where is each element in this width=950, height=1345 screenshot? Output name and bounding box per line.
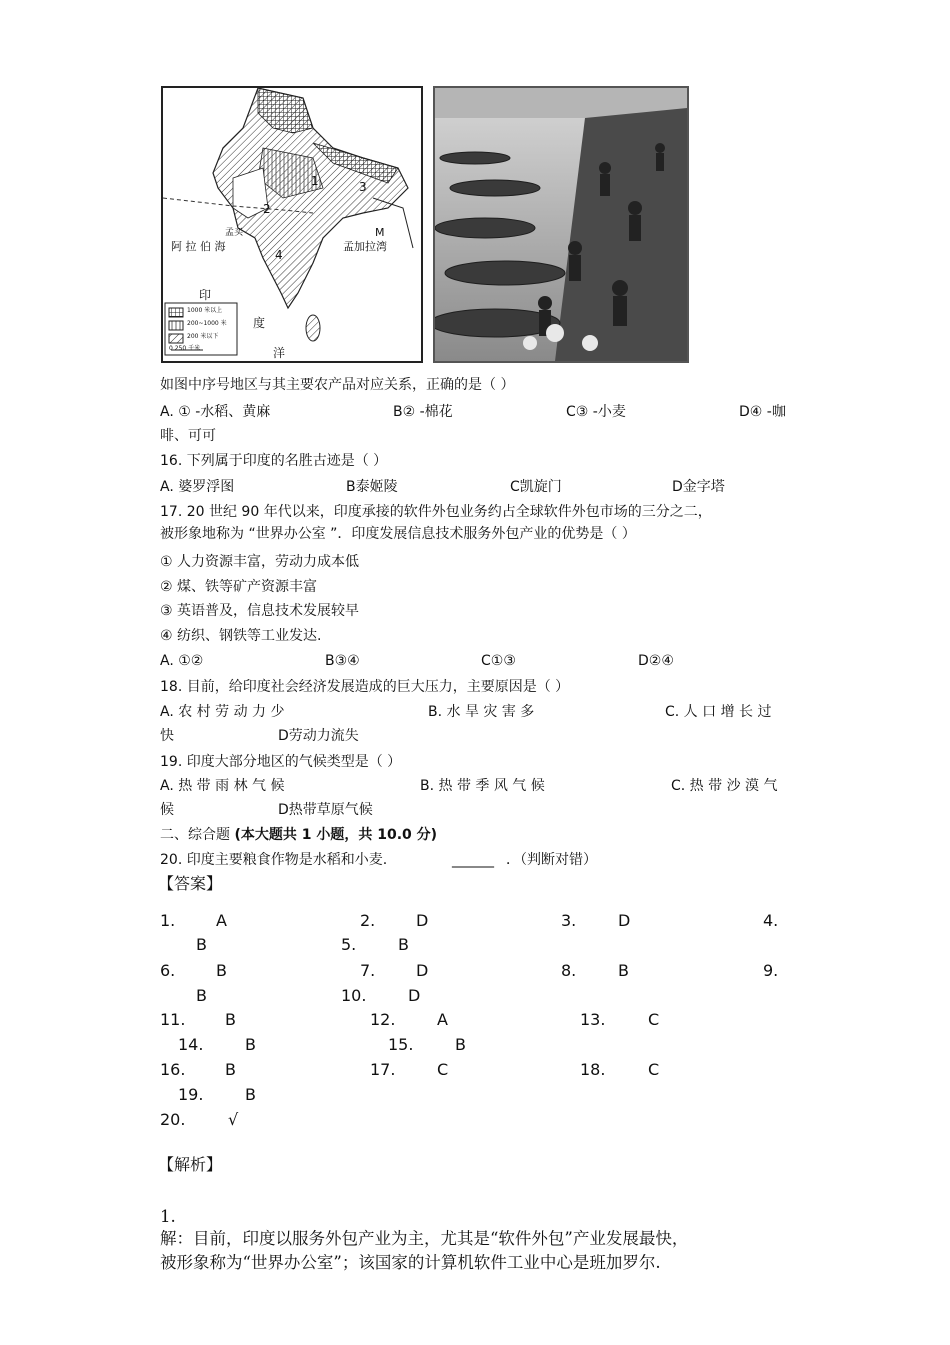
answer-value: B <box>216 961 227 980</box>
q17-option-b: B③④ <box>325 653 360 669</box>
map-label-1: 1 <box>311 174 319 188</box>
q18-option-d: D劳动力流失 <box>278 728 359 744</box>
q17-item-3: ③ 英语普及，信息技术发展较早 <box>160 603 360 619</box>
answer-value: B <box>225 1010 236 1029</box>
q16-option-b: B泰姬陵 <box>346 479 398 495</box>
map-label-ocean-yang: 洋 <box>273 346 286 360</box>
q16-option-c: C凯旋门 <box>510 479 562 495</box>
q16-option-a: A. 婆罗浮图 <box>160 479 235 495</box>
answer-value: B <box>196 986 207 1005</box>
map-label-mengmai: 孟买 <box>225 228 244 238</box>
answer-number: 20. <box>160 1110 186 1129</box>
q17-item-2: ② 煤、铁等矿产资源丰富 <box>160 579 318 595</box>
answer-number: 6. <box>160 961 176 980</box>
answer-number: 11. <box>160 1010 186 1029</box>
q19-option-a: A. 热 带 雨 林 气 候 <box>160 778 285 794</box>
answer-number: 1. <box>160 911 176 930</box>
answer-value: B <box>225 1060 236 1079</box>
answer-value: A <box>216 911 227 930</box>
q19-option-c: C. 热 带 沙 漠 气 <box>671 778 778 794</box>
q18-stem: 18. 目前，给印度社会经济发展造成的巨大压力，主要原因是（ ） <box>160 679 570 695</box>
answer-number: 8. <box>561 961 577 980</box>
q15-option-a: A. ① -水稻、黄麻 <box>160 404 271 420</box>
analysis-line-2: 被形象称为“世界办公室”；该国家的计算机软件工业中心是班加罗尔. <box>160 1253 661 1272</box>
map-label-ocean-du: 度 <box>253 316 266 330</box>
photo-graphic <box>435 88 687 361</box>
q15-option-d: D④ -咖 <box>739 404 786 420</box>
map-label-arabian-sea: 阿 拉 伯 海 <box>171 240 226 253</box>
q20-tail: ．（判断对错） <box>506 852 597 868</box>
q15-option-c: C③ -小麦 <box>566 404 626 420</box>
answer-number: 14. <box>178 1035 204 1054</box>
answer-number: 9. <box>763 961 779 980</box>
map-label-3: 3 <box>359 180 367 194</box>
answer-number: 12. <box>370 1010 396 1029</box>
analysis-header: 【解析】 <box>158 1155 223 1174</box>
q18-option-c: C. 人 口 增 长 过 <box>665 704 772 720</box>
map-scale-label: 0 250 千米 <box>169 345 201 352</box>
answer-number: 15. <box>388 1035 414 1054</box>
answer-value: D <box>416 961 429 980</box>
answer-number: 4. <box>763 911 779 930</box>
q19-option-c-cont: 候 <box>160 802 174 818</box>
map-legend-item: 200 米以下 <box>187 333 219 340</box>
answer-number: 3. <box>561 911 577 930</box>
q17-option-d: D②④ <box>638 653 674 669</box>
answer-number: 5. <box>341 935 357 954</box>
answer-number: 17. <box>370 1060 396 1079</box>
answer-value: D <box>618 911 631 930</box>
answer-value: A <box>437 1010 448 1029</box>
q16-stem: 16. 下列属于印度的名胜古迹是（ ） <box>160 453 388 469</box>
section2-heading <box>160 826 437 844</box>
answer-value: C <box>648 1010 660 1029</box>
q17-stem-line2: 被形象地称为 “世界办公室 ”．印度发展信息技术服务外包产业的优势是（ ） <box>160 526 636 542</box>
map-label-4: 4 <box>275 248 283 262</box>
q17-item-4: ④ 纺织、钢铁等工业发达. <box>160 628 322 644</box>
q18-option-a: A. 农 村 劳 动 力 少 <box>160 704 285 720</box>
q17-option-a: A. ①② <box>160 653 204 669</box>
answer-number: 2. <box>360 911 376 930</box>
section2-info: (本大题共 1 小题，共 10.0 分) <box>234 827 438 843</box>
answer-value: B <box>398 935 409 954</box>
india-map-figure <box>161 86 423 363</box>
section2-prefix: 二、综合题 <box>160 827 235 843</box>
q18-option-c-cont: 快 <box>160 728 174 744</box>
map-legend-item: 1000 米以上 <box>187 307 223 314</box>
answer-number: 7. <box>360 961 376 980</box>
answer-value: √ <box>228 1110 239 1129</box>
q17-stem-line1: 17. 20 世纪 90 年代以来，印度承接的软件外包业务约占全球软件外包市场的三分之二， <box>160 504 712 520</box>
answer-value: B <box>455 1035 466 1054</box>
q17-option-c: C①③ <box>481 653 516 669</box>
q17-item-1: ① 人力资源丰富，劳动力成本低 <box>160 554 360 570</box>
answer-value: B <box>196 935 207 954</box>
q19-option-d: D热带草原气候 <box>278 802 373 818</box>
q19-stem: 19. 印度大部分地区的气候类型是（ ） <box>160 754 402 770</box>
map-label-2: 2 <box>263 202 271 216</box>
answer-value: C <box>648 1060 660 1079</box>
q16-option-d: D金字塔 <box>672 479 725 495</box>
q15-stem: 如图中序号地区与其主要农产品对应关系，正确的是（ ） <box>160 377 515 393</box>
river-boats-photo <box>433 86 689 363</box>
answer-number: 13. <box>580 1010 606 1029</box>
answer-value: C <box>437 1060 449 1079</box>
answer-header: 【答案】 <box>158 874 223 893</box>
map-label-m: M <box>375 226 385 239</box>
q15-option-d-cont: 啡、可可 <box>160 428 216 444</box>
q20-blank: ______ <box>452 852 494 868</box>
q18-option-b: B. 水 旱 灾 害 多 <box>428 704 535 720</box>
q15-option-b: B② -棉花 <box>393 404 453 420</box>
analysis-line-1: 解：目前，印度以服务外包产业为主，尤其是“软件外包”产业发展最快， <box>160 1229 689 1248</box>
answer-number: 19. <box>178 1085 204 1104</box>
answer-value: B <box>245 1085 256 1104</box>
answer-value: B <box>245 1035 256 1054</box>
answer-number: 16. <box>160 1060 186 1079</box>
answer-number: 18. <box>580 1060 606 1079</box>
answer-value: B <box>618 961 629 980</box>
answer-value: D <box>408 986 421 1005</box>
q19-option-b: B. 热 带 季 风 气 候 <box>420 778 545 794</box>
map-label-bay-of-bengal: 孟加拉湾 <box>343 240 387 253</box>
answer-number: 10. <box>341 986 367 1005</box>
analysis-number: 1. <box>160 1207 176 1226</box>
q20-stem: 20. 印度主要粮食作物是水稻和小麦. <box>160 852 388 868</box>
map-label-ocean-yin: 印 <box>199 288 212 302</box>
answer-value: D <box>416 911 429 930</box>
map-legend-item: 200~1000 米 <box>187 320 227 327</box>
